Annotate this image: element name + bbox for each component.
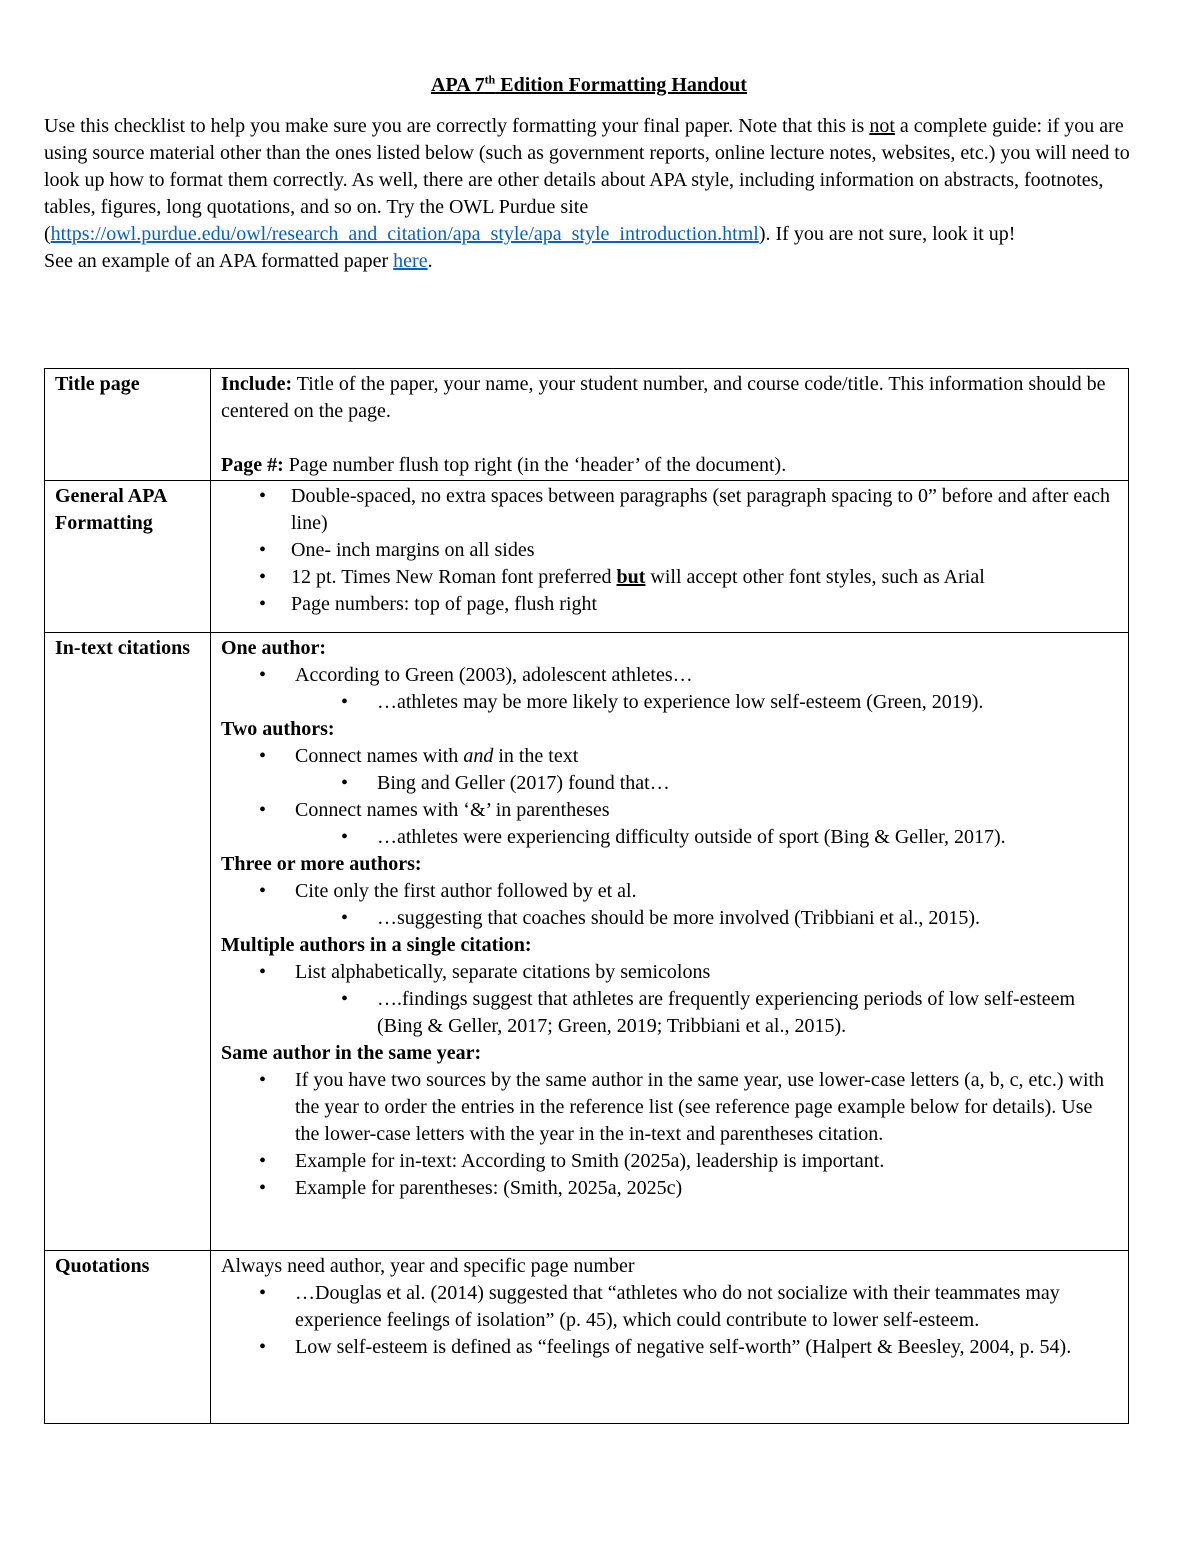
row-content-citations <box>211 633 1129 1251</box>
list-item: • Example for in-text: According to Smith (2025a), leadership is important. <box>221 1148 1118 1175</box>
list-item: • According to Green (2003), adolescent athletes… <box>221 662 1118 689</box>
row-label-general: General APA Formatting <box>45 481 211 633</box>
document-page <box>44 72 1134 1358</box>
example-paragraph: See an example of an APA formatted paper here. <box>44 250 433 272</box>
subheading: Two authors: <box>221 718 335 740</box>
list-item: • …athletes may be more likely to experience low self-esteem (Green, 2019). <box>221 689 1118 716</box>
subheading: One author: <box>221 637 326 659</box>
list-item: • Example for parentheses: (Smith, 2025a, 2025c) <box>221 1175 1118 1202</box>
owl-purdue-link[interactable]: https://owl.purdue.edu/owl/research_and_citation/apa_style/apa_style_introduction.html <box>50 223 759 245</box>
document-title: APA 7th Edition Formatting Handout <box>431 72 747 96</box>
intro-paragraph: Use this checklist to help you make sure you are correctly formatting your final paper. Note that this is not a complete guide: if you are using source material other than the ones listed below (such as government reports, online lecture notes, websites, etc.) you will need to look up how to format them correctly. As well, there are other details about APA style, including information on abstracts, footnotes, tables, figures, long quotations, and so on. Try the OWL Purdue site (https://owl.purdue.edu/owl/research_and_citation/apa_style/apa_style_introduction.html). If you are not sure, look it up! <box>44 115 1130 245</box>
list-item: • Low self-esteem is defined as “feelings of negative self-worth” (Halpert & Beesley, 2004, p. 54). <box>221 1334 1118 1361</box>
table-row <box>45 369 1129 481</box>
list-item: • Bing and Geller (2017) found that… <box>221 770 1118 797</box>
row-label-citations: In-text citations <box>45 633 211 1251</box>
table-row <box>45 633 1129 1251</box>
checklist-table <box>44 368 1129 1424</box>
intro-section <box>44 113 1134 275</box>
list-item: • Connect names with ‘&’ in parentheses <box>221 797 1118 824</box>
row-content-quotations: Always need author, year and specific page number • …Douglas et al. (2014) suggested that “athletes who do not socialize with their teammates may experience feelings of isolation” (p. 45), which could contribute to lower self-esteem. • Low self-esteem is defined as “feelings of negative self-worth” (Halpert & Beesley, 2004, p. 54). <box>211 1251 1129 1424</box>
list-item: • ….findings suggest that athletes are frequently experiencing periods of low self-esteem (Bing & Geller, 2017; Green, 2019; Tribbiani et al., 2015). <box>221 986 1118 1040</box>
general-list <box>221 483 1118 618</box>
subheading: Same author in the same year: <box>221 1042 482 1064</box>
list-item: • If you have two sources by the same author in the same year, use lower-case letters (a, b, c, etc.) with the year to order the entries in the reference list (see reference page example below for details). Use the lower-case letters with the year in the in-text and parentheses citation. <box>221 1067 1118 1148</box>
row-content-title-page: Include: Title of the paper, your name, your student number, and course code/title. This information should be centered on the page. Page #: Page number flush top right (in the ‘header’ of the document). <box>211 369 1129 481</box>
subheading: Multiple authors in a single citation: <box>221 934 532 956</box>
row-label-title-page: Title page <box>45 369 211 481</box>
row-content-general <box>211 481 1129 633</box>
list-item: • …suggesting that coaches should be more involved (Tribbiani et al., 2015). <box>221 905 1118 932</box>
list-item: • One- inch margins on all sides <box>221 537 1118 564</box>
list-item: • 12 pt. Times New Roman font preferred but will accept other font styles, such as Arial <box>221 564 1118 591</box>
list-item: • Page numbers: top of page, flush right <box>221 591 1118 618</box>
list-item: • Connect names with and in the text <box>221 743 1118 770</box>
list-item: • …athletes were experiencing difficulty outside of sport (Bing & Geller, 2017). <box>221 824 1118 851</box>
table-row <box>45 1251 1129 1424</box>
list-item: • Double-spaced, no extra spaces between paragraphs (set paragraph spacing to 0” before and after each line) <box>221 483 1118 537</box>
table-row <box>45 481 1129 633</box>
list-item: • Cite only the first author followed by et al. <box>221 878 1118 905</box>
subheading: Three or more authors: <box>221 853 422 875</box>
example-paper-link[interactable]: here <box>393 250 428 272</box>
list-item: • List alphabetically, separate citations by semicolons <box>221 959 1118 986</box>
list-item: • …Douglas et al. (2014) suggested that “athletes who do not socialize with their teammates may experience feelings of isolation” (p. 45), which could contribute to lower self-esteem. <box>221 1280 1118 1334</box>
row-label-quotations: Quotations <box>45 1251 211 1424</box>
